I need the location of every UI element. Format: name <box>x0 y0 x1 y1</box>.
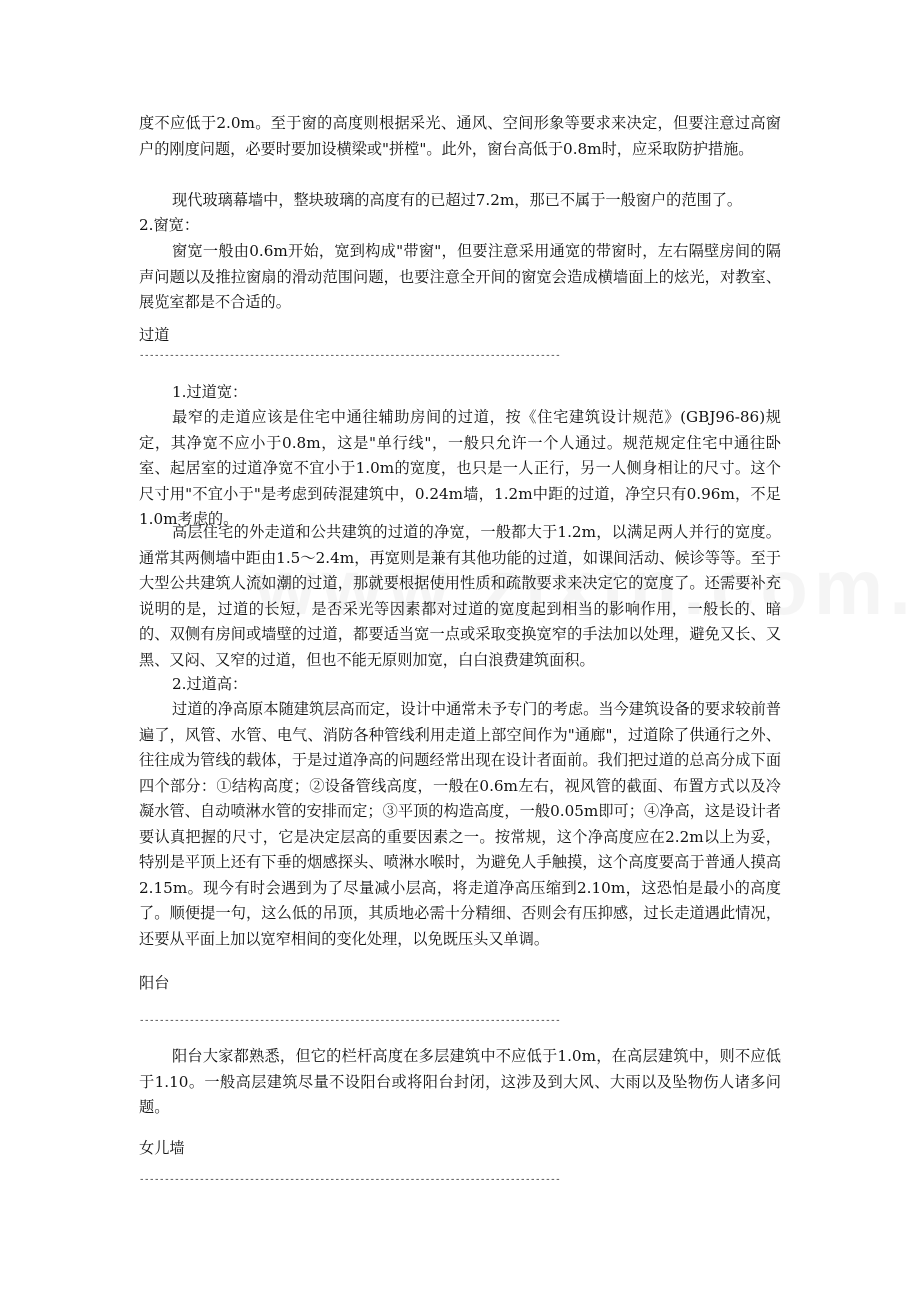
section-heading-corridor: 过道 <box>139 326 170 344</box>
paragraph-glass-curtain-wall: 现代玻璃幕墙中，整块玻璃的高度有的已超过7.2m，那已不属于一般窗户的范围了。 <box>172 191 743 209</box>
paragraph-balcony: 阳台大家都熟悉，但它的栏杆高度在多层建筑中不应低于1.0m，在高层建筑中，则不应低于1.10。一般高层建筑尽量不设阳台或将阳台封闭，这涉及到大风、大雨以及坠物伤人诸多问题。 <box>139 1047 781 1116</box>
paragraph-high-rise-corridor: 高层住宅的外走道和公共建筑的过道的净宽，一般都大于1.2m，以满足两人并行的宽度。通常其两侧墙中距由1.5～2.4m，再宽则是兼有其他功能的过道，如课间活动、候诊等等。至于大型公共建筑人流如潮的过道，那就要根据使用性质和疏散要求来决定它的宽度了。还需要补充说明的是，过道的长短，是否采光等因素都对过道的宽度起到相当的影响作用，一般长的、暗的、双侧有房间或墙壁的过道，都要适当宽一点或采取变换宽窄的手法加以处理，避免又长、又黑、又闷、又窄的过道，但也不能无原则加宽，白白浪费建筑面积。 <box>139 523 781 669</box>
section-heading-parapet: 女儿墙 <box>139 1139 185 1157</box>
section-divider: ------------------------------------------------------------------------------------ <box>139 351 561 361</box>
paragraph-window-height: 度不应低于2.0m。至于窗的高度则根据采光、通风、空间形象等要求来决定，但要注意过高窗户的刚度问题，必要时要加设横梁或"拼樘"。此外，窗台高低于0.8m时，应采取防护措施。 <box>139 114 781 158</box>
subheading-window-width: 2.窗宽： <box>139 216 200 234</box>
subheading-corridor-width: 1.过道宽： <box>172 383 248 401</box>
paragraph-window-width: 窗宽一般由0.6m开始，宽到构成"带窗"，但要注意采用通宽的带窗时，左右隔壁房间的隔声问题以及推拉窗扇的滑动范围问题，也要注意全开间的窗宽会造成横墙面上的炫光，对教室、展览室都是不合适的。 <box>139 242 781 311</box>
paragraph-narrowest-corridor: 最窄的走道应该是住宅中通往辅助房间的过道，按《住宅建筑设计规范》(GBJ96-86)规定，其净宽不应小于0.8m，这是"单行线"，一般只允许一个人通过。规范规定住宅中通往卧室、起居室的过道净宽不宜小于1.0m的宽度，也只是一人正行，另一人侧身相让的尺寸。这个尺寸用"不宜小于"是考虑到砖混建筑中，0.24m墙，1.2m中距的过道，净空只有0.96m，不足1.0m考虑的。 <box>139 408 781 528</box>
section-heading-balcony: 阳台 <box>139 974 170 992</box>
section-divider: ------------------------------------------------------------------------------------ <box>139 1016 561 1026</box>
subheading-corridor-height: 2.过道高： <box>172 675 248 693</box>
section-divider: ------------------------------------------------------------------------------------ <box>139 1175 561 1185</box>
paragraph-corridor-height: 过道的净高原本随建筑层高而定，设计中通常未予专门的考虑。当今建筑设备的要求较前普遍了，风管、水管、电气、消防各种管线利用走道上部空间作为"通廊"，过道除了供通行之外、往往成为管线的载体，于是过道净高的问题经常出现在设计者面前。我们把过道的总高分成下面四个部分：①结构高度；②设备管线高度，一般在0.6m左右，视风管的截面、布置方式以及冷凝水管、自动喷淋水管的安排而定；③平顶的构造高度，一般0.05m即可；④净高，这是设计者要认真把握的尺寸，它是决定层高的重要因素之一。按常规，这个净高度应在2.2m以上为妥，特别是平顶上还有下垂的烟感探头、喷淋水喉时，为避免人手触摸，这个高度要高于普通人摸高2.15m。现今有时会遇到为了尽量减小层高，将走道净高压缩到2.10m，这恐怕是最小的高度了。顺便提一句，这么低的吊顶，其质地必需十分精细、否则会有压抑感，过长走道遇此情况，还要从平面上加以宽窄相间的变化处理，以免既压头又单调。 <box>139 700 781 948</box>
